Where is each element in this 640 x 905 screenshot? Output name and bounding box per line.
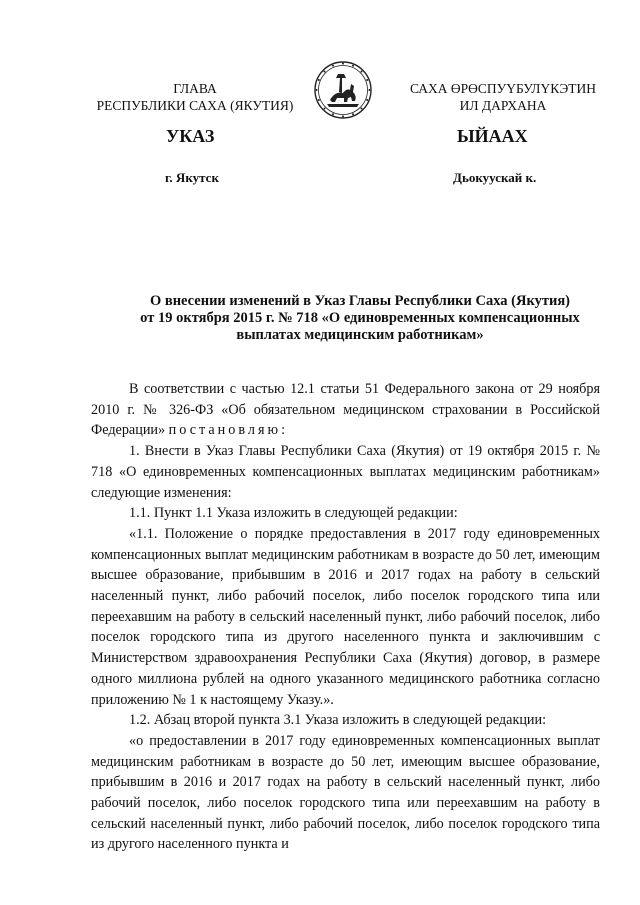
paragraph-preamble: [91, 379, 600, 441]
paragraph-item-1-2: 1.2. Абзац второй пункта 3.1 Указа изложить в следующей редакции:: [129, 712, 547, 729]
city-sakha: Дьокуускай к.: [453, 170, 537, 185]
issuer-sakha: [388, 80, 618, 114]
preamble-text: В соответствии с частью 12.1 статьи 51 Федерального закона от 29 ноября 2010 г. № 326-ФЗ «Об обязательном медицинском страховании в Российской Федерации»: [91, 381, 600, 439]
document-type-russian: УКАЗ: [166, 126, 215, 146]
paragraph-item-1: 1. Внести в Указ Главы Республики Саха (Якутия) от 19 октября 2015 г. № 718 «О единовременных компенсационных выплатах медицинским работникам» следующие изменения:: [91, 443, 600, 501]
paragraph-item-1-2-text: «о предоставлении в 2017 году единовременных компенсационных выплат медицинским работникам в возрасте до 50 лет, имеющим высшее образование, прибывшим в 2016 и 2017 годах на работу в сельский населенный пункт, либо рабочий поселок, либо поселок городского типа или переехавшим на работу в сельский населенный пункт, либо рабочий поселок, либо поселок городского типа из другого населенного пункта и: [91, 732, 600, 853]
issuer-sakha-line1: САХА ӨРӨСПУҮБУЛҮКЭТИН: [409, 81, 597, 96]
issuer-russian-line1: ГЛАВА: [173, 81, 217, 96]
issuer-russian-line2: РЕСПУБЛИКИ САХА (ЯКУТИЯ): [96, 98, 294, 113]
coat-of-arms-emblem-icon: [313, 60, 373, 120]
issuer-sakha-line2: ИЛ ДАРХАНА: [459, 98, 547, 113]
city-russian: г. Якутск: [165, 170, 219, 185]
document-type-sakha: ЫЙААХ: [457, 126, 528, 146]
issuer-russian: [80, 80, 310, 114]
document-body: [91, 379, 600, 855]
document-title-line3: выплатах медицинским работникам»: [236, 327, 484, 343]
document-title: [80, 293, 640, 344]
document-title-line2: от 19 октября 2015 г. № 718 «О единовременных компенсационных: [140, 310, 580, 326]
document-title-line1: О внесении изменений в Указ Главы Республики Саха (Якутия): [149, 293, 571, 309]
decree-word: постановляю:: [168, 422, 289, 439]
paragraph-item-1-1: 1.1. Пункт 1.1 Указа изложить в следующей редакции:: [129, 505, 458, 522]
paragraph-item-1-1-text: «1.1. Положение о порядке предоставления в 2017 году единовременных компенсационных выплат медицинским работникам в возрасте до 50 лет, имеющим высшее образование, прибывшим в 2016 и 2017 годах на работу в сельский населенный пункт, либо рабочий поселок, либо поселок городского типа или переехавшим на работу в сельский населенный пункт, либо рабочий поселок, либо поселок городского типа из другого населенного пункта и заключившим с Министерством здравоохранения Республики Саха (Якутия) договор, в размере одного миллиона рублей на одного указанного медицинского работника согласно приложению № 1 к настоящему Указу.».: [91, 525, 600, 708]
